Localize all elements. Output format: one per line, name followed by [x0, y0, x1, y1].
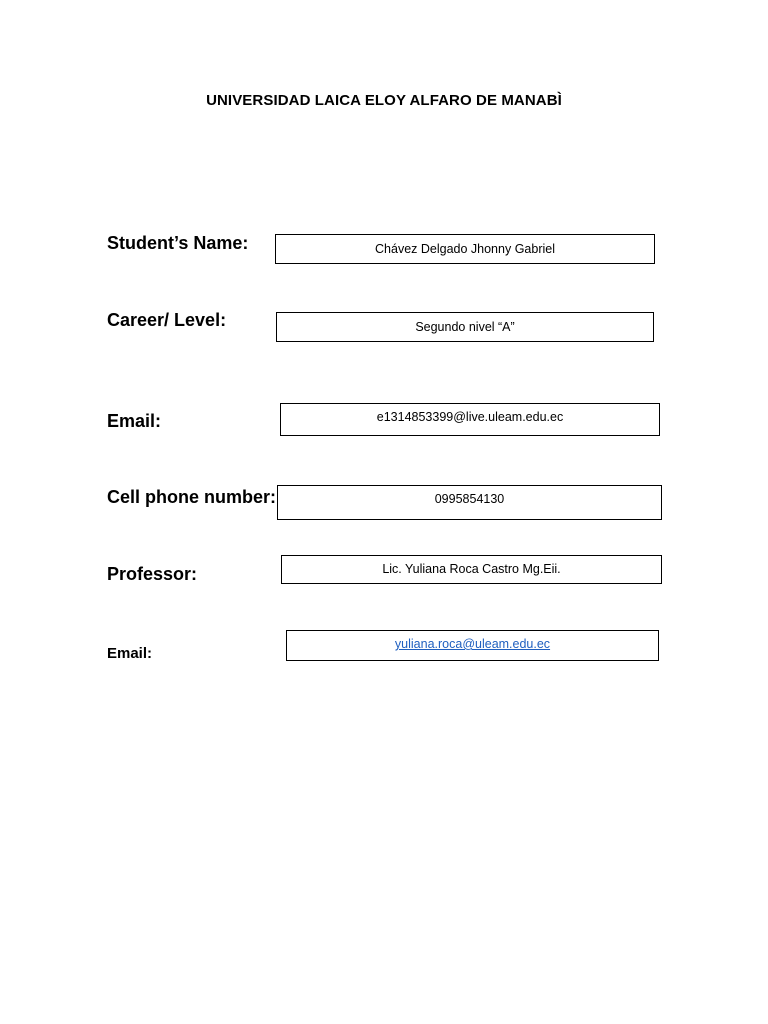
- university-title: UNIVERSIDAD LAICA ELOY ALFARO DE MANABÌ: [206, 92, 562, 109]
- cell-phone-box: [277, 485, 662, 520]
- student-email-label: Email:: [107, 411, 162, 431]
- professor-email-link[interactable]: yuliana.roca@uleam.edu.ec: [394, 637, 551, 651]
- student-email-box: [280, 403, 660, 436]
- career-level-label: Career/ Level:: [107, 310, 227, 330]
- professor-box: [281, 555, 662, 584]
- cell-phone-label: Cell phone number:: [107, 487, 277, 507]
- student-email-value: e1314853399@live.uleam.edu.ec: [376, 410, 564, 424]
- student-name-label: Student’s Name:: [107, 233, 249, 253]
- student-name-value: Chávez Delgado Jhonny Gabriel: [375, 242, 555, 256]
- professor-label: Professor:: [107, 564, 198, 584]
- professor-email-box: [286, 630, 659, 661]
- career-level-box: [276, 312, 654, 342]
- student-name-box: [275, 234, 655, 264]
- career-level-value: Segundo nivel “A”: [415, 320, 515, 334]
- cell-phone-value: 0995854130: [434, 492, 505, 506]
- professor-value: Lic. Yuliana Roca Castro Mg.Eii.: [382, 562, 561, 576]
- professor-email-label: Email:: [107, 645, 153, 662]
